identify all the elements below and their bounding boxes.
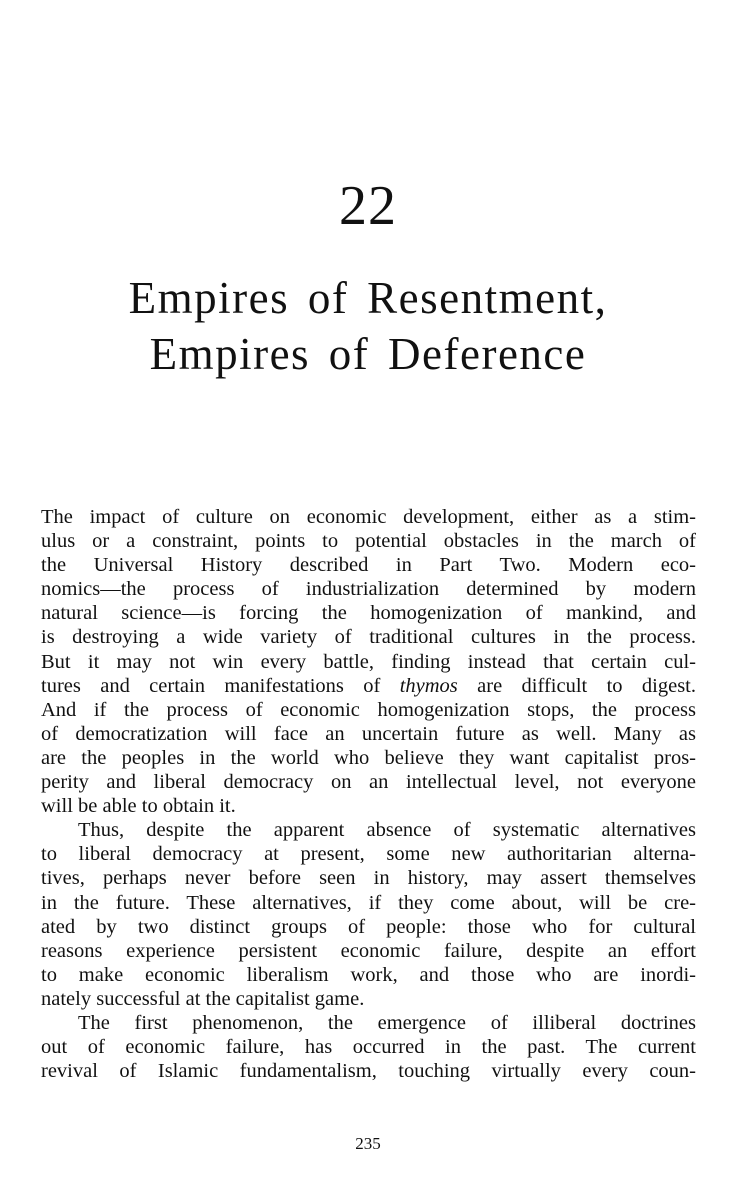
text-line-with-italic xyxy=(41,674,696,698)
text-line: the Universal History described in Part Two. Modern eco- xyxy=(41,554,696,577)
page-number: 235 xyxy=(355,1134,381,1153)
text-line: natural science—is forcing the homogenization of mankind, and xyxy=(41,602,696,625)
text-line: out of economic failure, has occurred in the past. The current xyxy=(41,1036,696,1059)
text-line: The impact of culture on economic development, either as a stim- xyxy=(41,506,696,528)
text-line: perity and liberal democracy on an intellectual level, not everyone xyxy=(41,771,696,794)
text-line: nomics—the process of industrialization determined by modern xyxy=(41,578,696,601)
text-line: And if the process of economic homogenization stops, the process xyxy=(41,698,696,721)
text-line: ulus or a constraint, points to potential obstacles in the march of xyxy=(41,530,696,553)
text-line: reasons experience persistent economic failure, despite an effort xyxy=(41,939,696,962)
text-line-start: tures and certain manifestations of xyxy=(41,674,381,697)
chapter-title-line-2: Empires of Deference xyxy=(149,329,587,379)
chapter-title xyxy=(0,270,736,382)
text-line: tives, perhaps never before seen in history, may assert themselves xyxy=(41,867,696,890)
text-line: revival of Islamic fundamentalism, touching virtually every coun- xyxy=(41,1060,696,1083)
text-line: is destroying a wide variety of traditional cultures in the process. xyxy=(41,626,696,649)
text-line: of democratization will face an uncertain future as well. Many as xyxy=(41,722,696,745)
text-line: to make economic liberalism work, and those who are inordi- xyxy=(41,963,696,986)
body-text xyxy=(41,505,696,1083)
chapter-title-line-1: Empires of Resentment, xyxy=(128,273,608,323)
text-line: But it may not win every battle, finding instead that certain cul- xyxy=(41,650,696,673)
text-line: to liberal democracy at present, some new authoritarian alterna- xyxy=(41,843,696,866)
chapter-number: 22 xyxy=(339,175,397,237)
text-line: The first phenomenon, the emergence of illiberal doctrines xyxy=(78,1011,696,1034)
text-line: nately successful at the capitalist game. xyxy=(41,987,365,1010)
text-line: Thus, despite the apparent absence of systematic alternatives xyxy=(78,819,696,842)
italic-term: thymos xyxy=(399,674,458,697)
text-line: ated by two distinct groups of people: those who for cultural xyxy=(41,915,696,938)
text-line-end: are difficult to digest. xyxy=(477,674,696,697)
text-line: will be able to obtain it. xyxy=(41,795,236,818)
text-line: in the future. These alternatives, if they come about, will be cre- xyxy=(41,891,696,914)
text-line: are the peoples in the world who believe they want capitalist pros- xyxy=(41,746,696,769)
